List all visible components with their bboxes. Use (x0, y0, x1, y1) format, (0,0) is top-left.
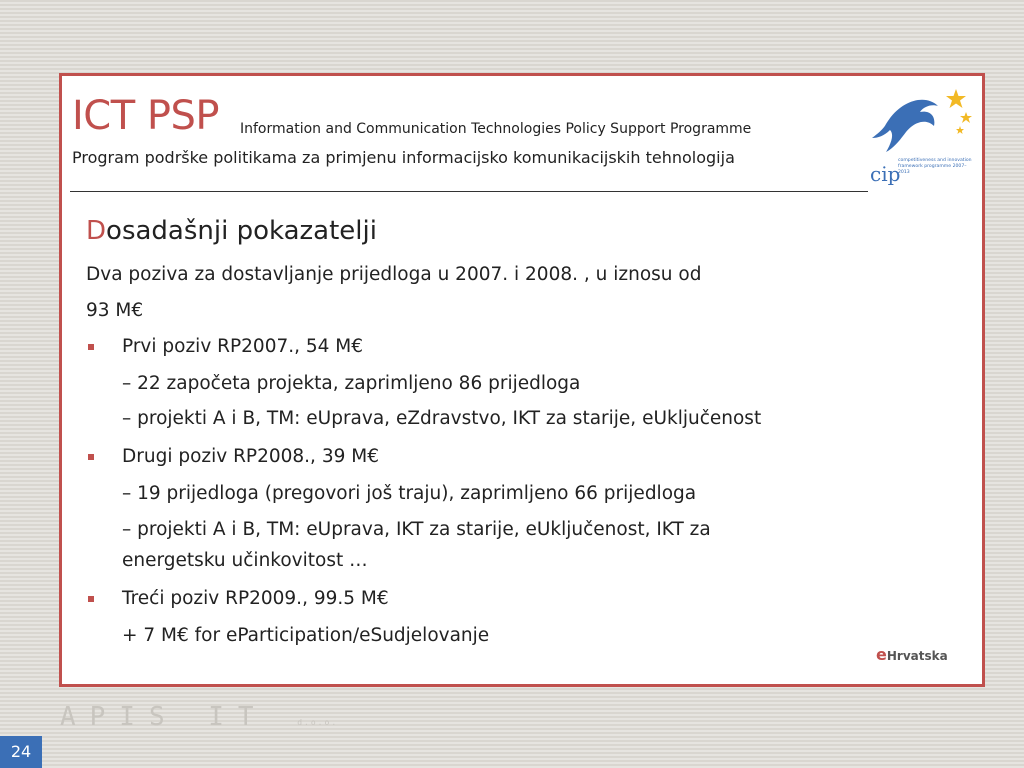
title-divider (70, 191, 868, 192)
intro-text: Dva poziva za dostavljanje prijedloga u 2007. i 2008. , u iznosu od (86, 264, 702, 285)
cip-logo-text: cip (870, 162, 901, 186)
cip-logo-tagline: competitiveness and innovation framework programme 2007–2013 (898, 158, 972, 175)
heading-text: osadašnji pokazatelji (106, 216, 377, 246)
list-subitem: energetsku učinkovitost … (122, 550, 368, 571)
page-number: 24 (0, 736, 42, 768)
apis-logo (60, 702, 338, 732)
heading-initial: D (86, 216, 107, 246)
list-subitem: – projekti A i B, TM: eUprava, IKT za starije, eUključenost, IKT za (122, 519, 711, 540)
list-subitem: – 19 prijedloga (pregovori još traju), zaprimljeno 66 prijedloga (122, 483, 697, 504)
ehrvatska-logo (876, 645, 948, 664)
slide-title-croatian: Program podrške politikama za primjenu informacijsko komunikacijskih tehnologija (72, 148, 735, 167)
ehrvatska-logo-text: Hrvatska (886, 649, 948, 663)
apis-logo-sub: d.o.o. (297, 718, 339, 727)
bullet-marker (88, 454, 94, 460)
bullet-marker (88, 596, 94, 602)
slide-title: ICT PSP (72, 93, 220, 139)
list-subitem: – 22 započeta projekta, zaprimljeno 86 prijedloga (122, 373, 581, 394)
content-heading (86, 216, 377, 246)
list-item-third-call: Treći poziv RP2009., 99.5 M€ (122, 588, 389, 609)
list-subitem: + 7 M€ for eParticipation/eSudjelovanje (122, 625, 490, 646)
intro-text-amount: 93 M€ (86, 300, 144, 321)
list-item-second-call: Drugi poziv RP2008., 39 M€ (122, 446, 379, 467)
ehrvatska-logo-e: e (876, 645, 887, 664)
list-item-first-call: Prvi poziv RP2007., 54 M€ (122, 336, 364, 357)
list-subitem: – projekti A i B, TM: eUprava, eZdravstvo, IKT za starije, eUključenost (122, 408, 762, 429)
bullet-marker (88, 344, 94, 350)
slide-subtitle: Information and Communication Technologies Policy Support Programme (240, 121, 752, 137)
apis-logo-text: APIS IT (60, 702, 268, 732)
